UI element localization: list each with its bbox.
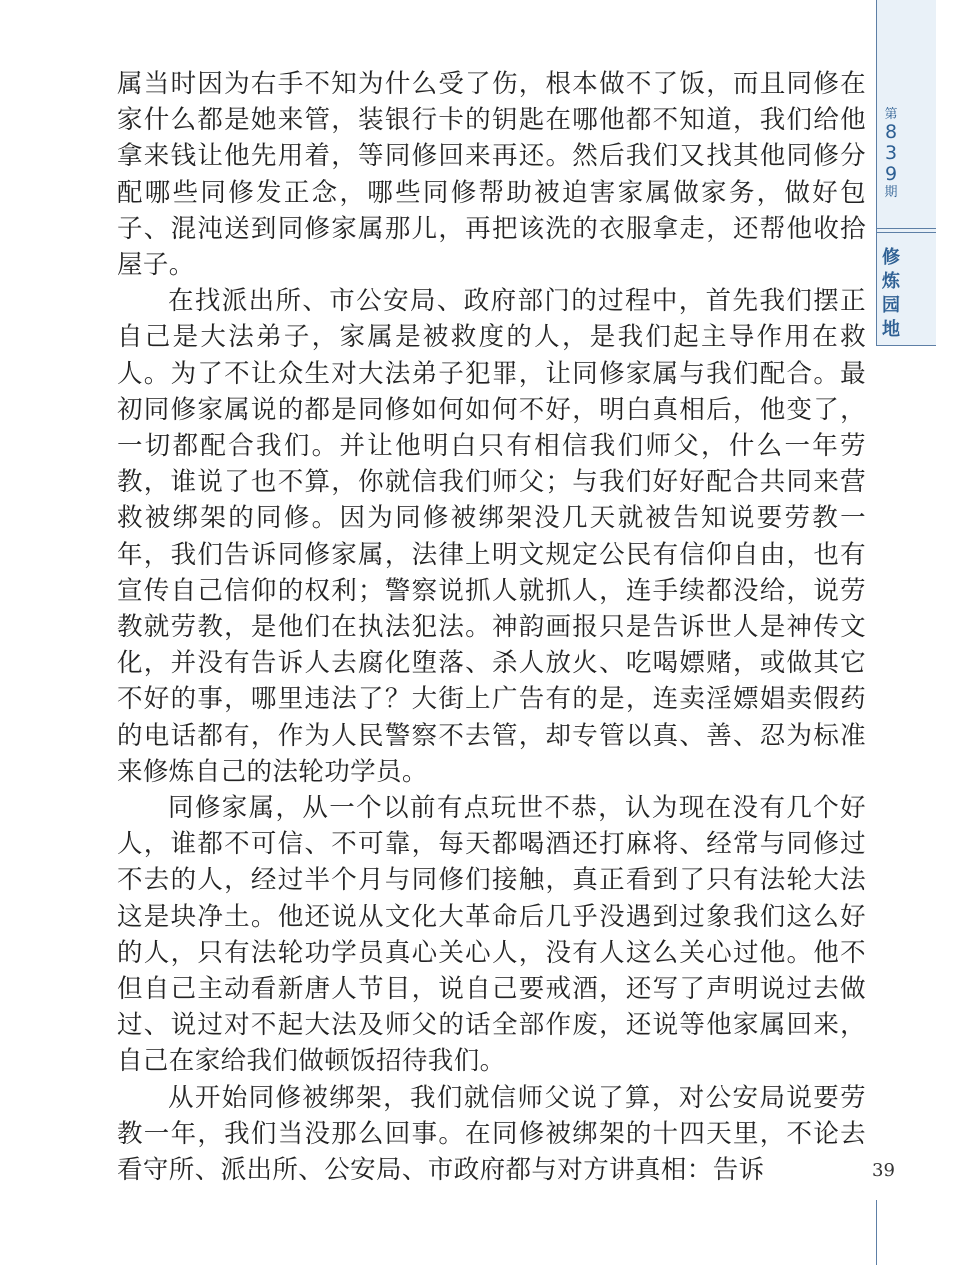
column-title-char: 炼	[882, 271, 900, 292]
sidebar-divider	[876, 232, 936, 233]
paragraph: 在找派出所、市公安局、政府部门的过程中，首先我们摆正自己是大法弟子，家属是被救度的人，是我们起主导作用在救人。为了不让众生对大法弟子犯罪，让同修家属与我们配合。最初同修家属说的都是同修如何如何不好，明白真相后，他变了，一切都配合我们。并让他明白只有相信我们师父，什么一年劳教，谁说了也不算，你就信我们师父；与我们好好配合共同来营救被绑架的同修。因为同修被绑架没几天就被告知说要劳教一年，我们告诉同修家属，法律上明文规定公民有信仰自由，也有宣传自己信仰的权利；警察说抓人就抓人，连手续都没给，说劳教就劳教，是他们在执法犯法。神韵画报只是告诉世人是神传文化，并没有告诉人去腐化堕落、杀人放火、吃喝嫖赌，或做其它不好的事，哪里违法了？大街上广告有的是，连卖淫嫖娼卖假药的电话都有，作为人民警察不去管，却专管以真、善、忍为标准来修炼自己的法轮功学员。	[117, 286, 866, 787]
issue-number	[876, 108, 906, 199]
sidebar-divider	[876, 345, 936, 346]
issue-prefix: 第	[884, 107, 898, 122]
column-title-char: 修	[882, 247, 900, 268]
issue-suffix: 期	[884, 185, 898, 200]
column-title-char: 园	[882, 295, 900, 316]
paragraph: 属当时因为右手不知为什么受了伤，根本做不了饭，而且同修在家什么都是她来管，装银行卡的钥匙在哪他都不知道，我们给他拿来钱让他先用着，等同修回来再还。然后我们又找其他同修分配哪些同修发正念，哪些同修帮助被迫害家属做家务，做好包子、混沌送到同修家属那儿，再把该洗的衣服拿走，还帮他收拾屋子。	[117, 69, 866, 281]
issue-digit: 9	[884, 163, 898, 185]
column-title	[876, 246, 906, 342]
page-number: 39	[872, 1160, 895, 1181]
issue-digit: 8	[884, 121, 898, 143]
sidebar-border-bottom	[876, 1200, 877, 1265]
sidebar-divider	[876, 228, 936, 229]
paragraph: 同修家属，从一个以前有点玩世不恭，认为现在没有几个好人，谁都不可信、不可靠，每天都喝酒还打麻将、经常与同修过不去的人，经过半个月与同修们接触，真正看到了只有法轮大法这是块净土。他还说从文化大革命后几乎没遇到过象我们这么好的人，只有法轮功学员真心关心人，没有人这么关心过他。他不但自己主动看新唐人节目，说自己要戒酒，还写了声明说过去做过、说过对不起大法及师父的话全部作废，还说等他家属回来，自己在家给我们做顿饭招待我们。	[117, 793, 866, 1077]
article-body	[117, 66, 866, 1188]
column-title-char: 地	[882, 319, 900, 340]
paragraph: 从开始同修被绑架，我们就信师父说了算，对公安局说要劳教一年，我们当没那么回事。在同修被绑架的十四天里，不论去看守所、派出所、公安局、市政府都与对方讲真相：告诉	[117, 1082, 866, 1186]
issue-digit: 3	[884, 142, 898, 164]
